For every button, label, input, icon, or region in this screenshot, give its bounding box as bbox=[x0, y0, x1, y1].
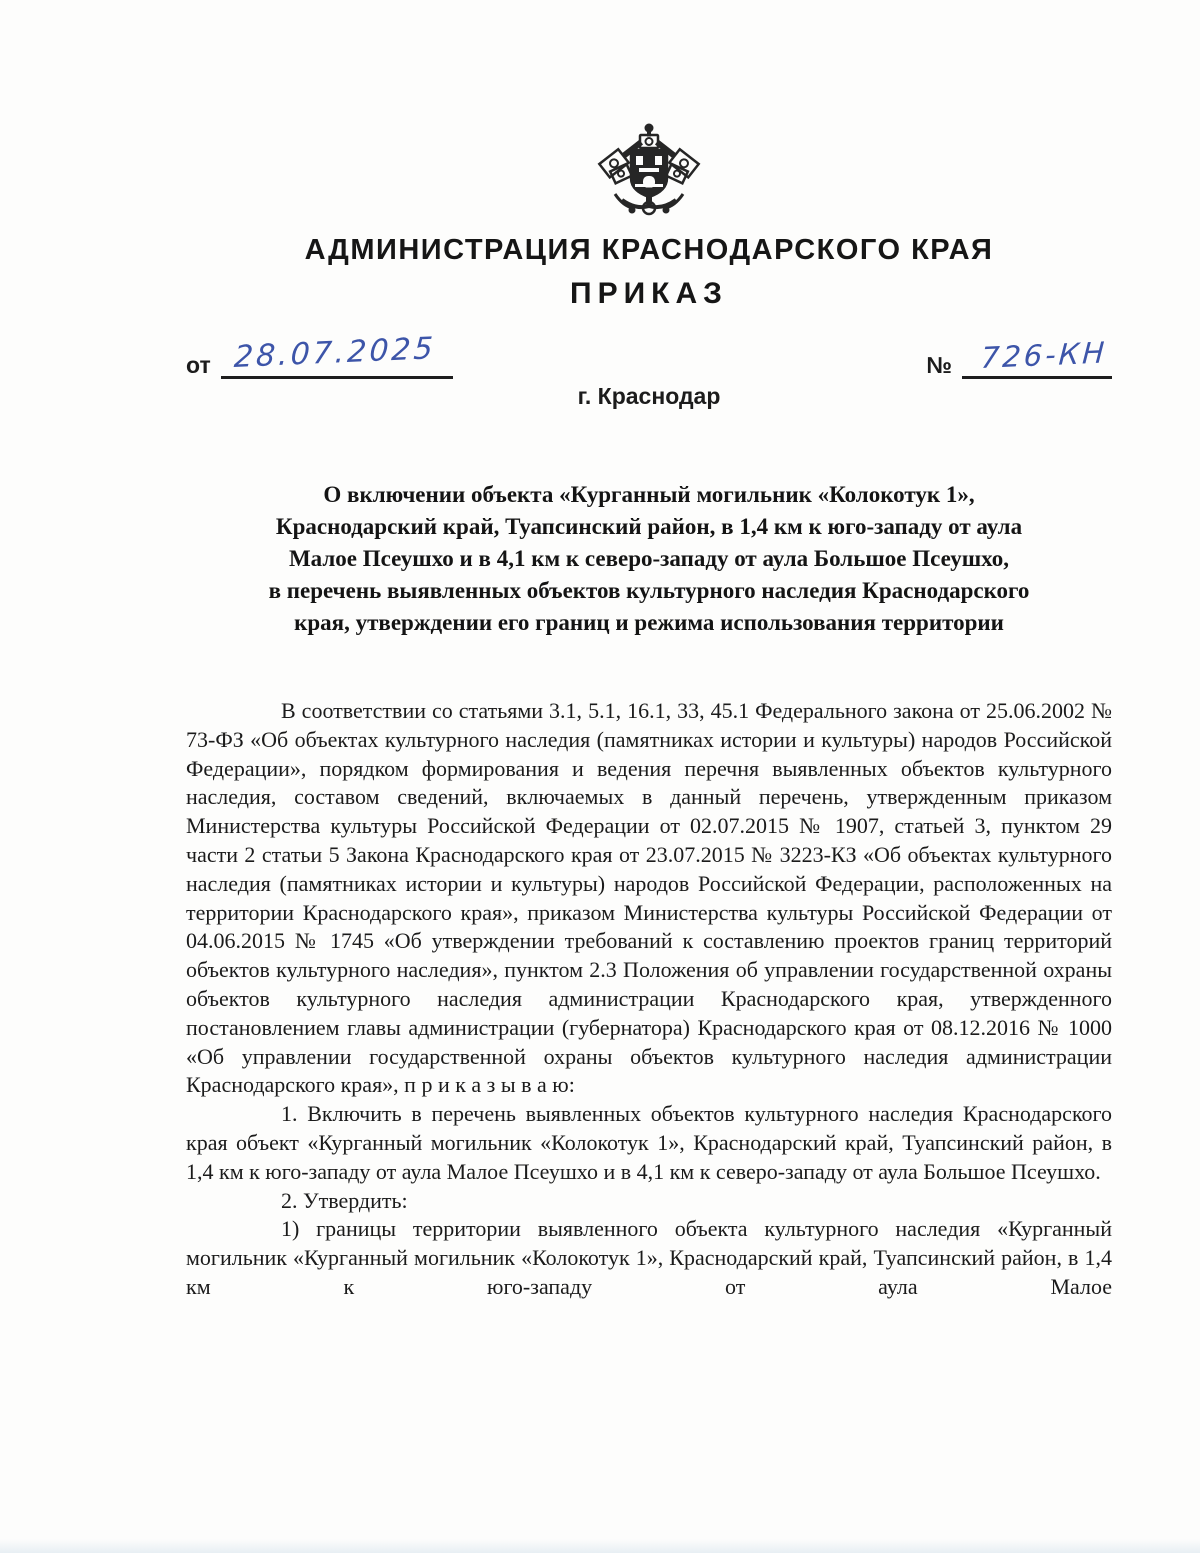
body-paragraph-preamble: В соответствии со статьями 3.1, 5.1, 16.1, 33, 45.1 Федерального закона от 25.06.2002 № 73-ФЗ «Об объектах культурного наследия (памятниках истории и культуры) народов Российской Федерации», порядком формирования и ведения перечня выявленных объектов культурного наследия, составом сведений, включаемых в данный перечень, утвержденным приказом Министерства культуры Российской Федерации от 02.07.2015 № 1907, статьей 3, пунктом 29 части 2 статьи 5 Закона Краснодарского края от 23.07.2015 № 3223-КЗ «Об объектах культурного наследия (памятниках истории и культуры) народов Российской Федерации, расположенных на территории Краснодарского края», приказом Министерства культуры Российской Федерации от 04.06.2015 № 1745 «Об утверждении требований к составлению проектов границ территорий объектов культурного наследия», пунктом 2.3 Положения об управлении государственной охраны объектов культурного наследия администрации Краснодарского края, утвержденного постановлением главы администрации (губернатора) Краснодарского края от 08.12.2016 № 1000 «Об управлении государственной охраны объектов культурного наследия администрации Краснодарского края», п р и к а з ы в а ю: bbox=[186, 698, 1112, 1098]
number-blank-line bbox=[962, 335, 1112, 379]
body-paragraph-item-1: 1. Включить в перечень выявленных объектов культурного наследия Краснодарского края объект «Курганный могильник «Колокотук 1», Краснодарский край, Туапсинский район, в 1,4 км к юго-западу от аула Малое Псеушхо и в 4,1 км к северо-западу от аула Большое Псеушхо. bbox=[186, 1101, 1112, 1184]
number-label: № bbox=[926, 352, 952, 378]
organization-name: АДМИНИСТРАЦИЯ КРАСНОДАРСКОГО КРАЯ bbox=[304, 234, 994, 266]
date-blank-line bbox=[221, 331, 453, 379]
requisites-row bbox=[186, 333, 1112, 379]
document-body bbox=[186, 697, 1112, 1302]
document-title bbox=[186, 479, 1112, 639]
date-group bbox=[186, 331, 453, 379]
title-line: Краснодарский край, Туапсинский район, в 1,4 км к юго-западу от аула bbox=[275, 514, 1023, 539]
coat-of-arms-icon bbox=[588, 122, 710, 223]
title-line: Малое Псеушхо и в 4,1 км к северо-западу от аула Большое Псеушхо, bbox=[288, 546, 1010, 571]
handwritten-date: 28.07.2025 bbox=[232, 331, 437, 375]
title-line: О включении объекта «Курганный могильник «Колокотук 1», bbox=[323, 482, 975, 507]
city-line: г. Краснодар bbox=[577, 383, 721, 409]
body-paragraph-subitem-1: 1) границы территории выявленного объекта культурного наследия «Курганный могильник «Курганный могильник «Колокотук 1», Краснодарский край, Туапсинский район, в 1,4 км к юго-западу от аула Малое bbox=[186, 1216, 1112, 1299]
handwritten-number: 726-КН bbox=[980, 335, 1109, 375]
document-content bbox=[186, 0, 1112, 1302]
body-paragraph-item-2: 2. Утвердить: bbox=[281, 1187, 408, 1213]
date-label: от bbox=[186, 352, 211, 378]
letterhead bbox=[186, 0, 1112, 313]
document-type-heading: ПРИКАЗ bbox=[570, 277, 728, 310]
number-group bbox=[926, 335, 1112, 379]
title-line: края, утверждении его границ и режима использования территории bbox=[294, 610, 1004, 635]
title-line: в перечень выявленных объектов культурного наследия Краснодарского bbox=[268, 578, 1030, 603]
